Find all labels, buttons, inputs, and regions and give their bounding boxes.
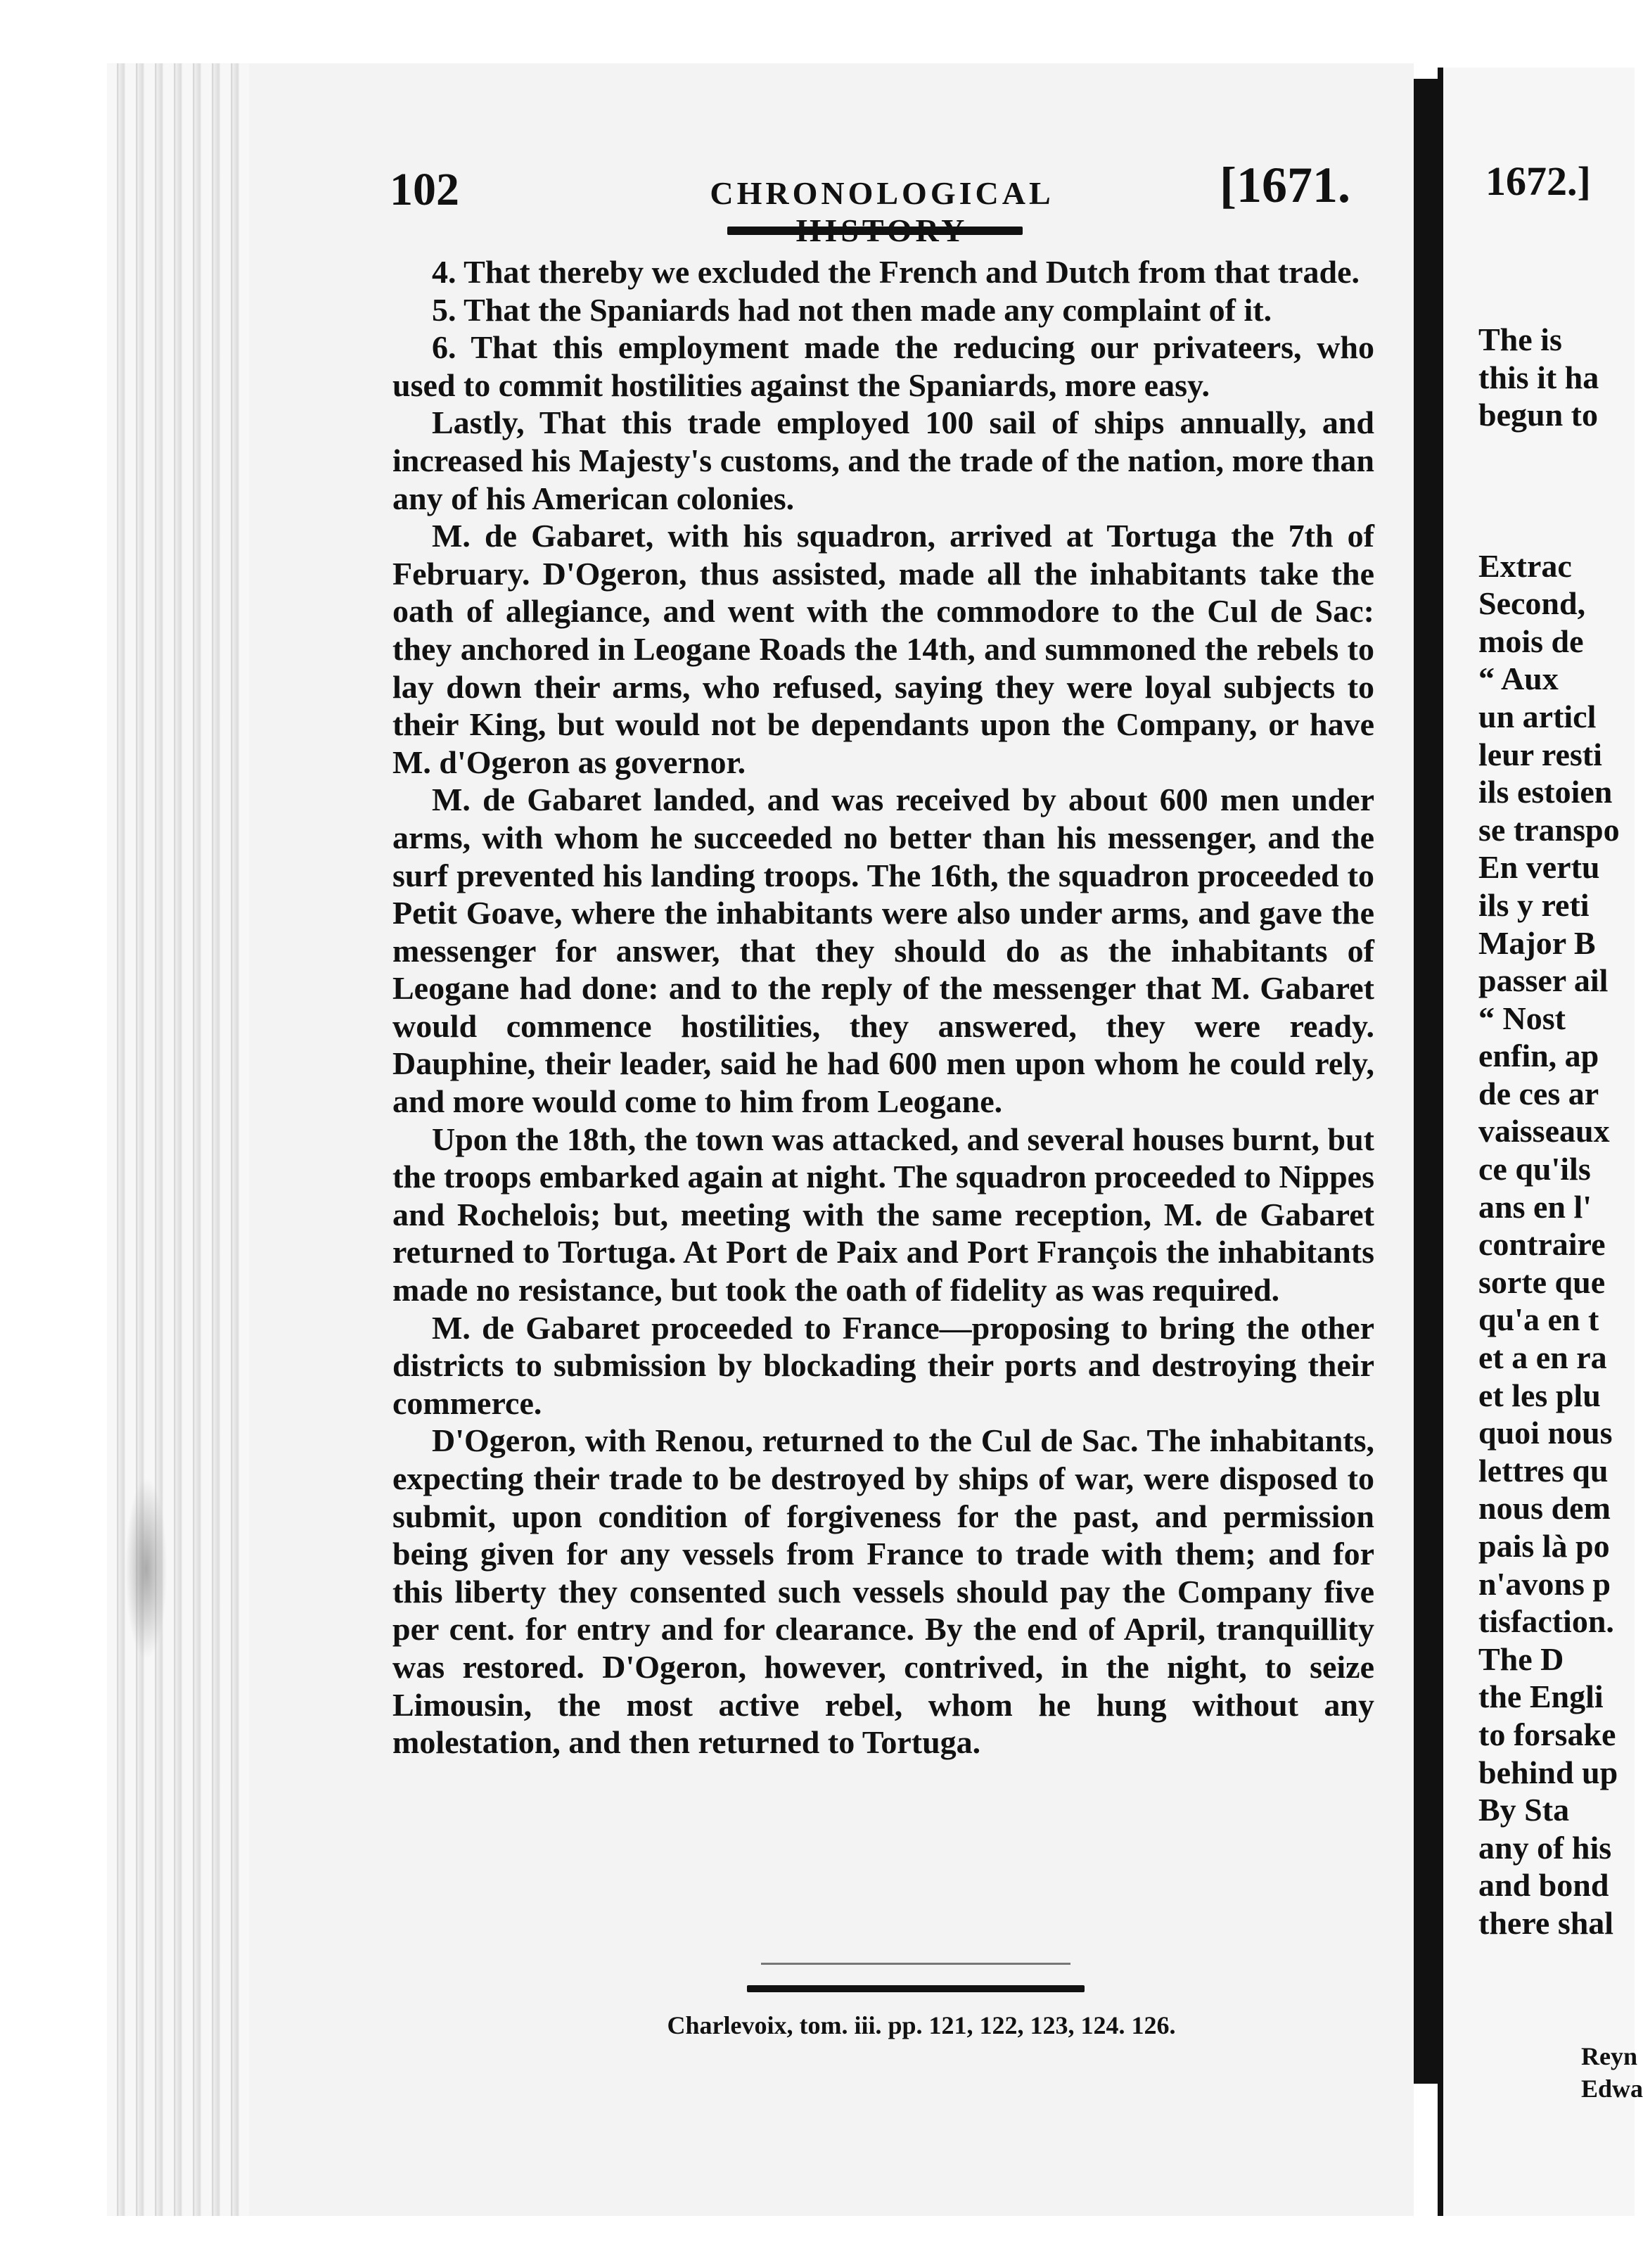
next-page-line	[1478, 434, 1620, 472]
next-page-line: enfin, ap	[1478, 1038, 1599, 1074]
next-page-line: this it ha	[1478, 359, 1599, 395]
paragraph: 4. That thereby we excluded the French and Dutch from that trade.	[432, 254, 1360, 290]
next-page-line: ils estoien	[1478, 774, 1613, 810]
next-page-line: sorte que	[1478, 1263, 1606, 1300]
next-page-line: ce qu'ils	[1478, 1151, 1591, 1187]
next-page-line: contraire	[1478, 1226, 1606, 1263]
next-page-line: et les plu	[1478, 1377, 1601, 1413]
next-page-line: mois de	[1478, 623, 1584, 659]
next-page-line: qu'a en t	[1478, 1301, 1599, 1338]
next-page-line: pais là po	[1478, 1528, 1610, 1564]
next-page-citation	[1581, 2040, 1643, 2105]
next-page-line: Extrac	[1478, 547, 1572, 584]
next-page-line: lettres qu	[1478, 1452, 1609, 1489]
next-page-line: tisfaction.	[1478, 1603, 1614, 1640]
next-page	[1438, 68, 1643, 2216]
next-page-line: se transpo	[1478, 811, 1620, 848]
next-page-line: The is	[1478, 321, 1562, 357]
next-page-line: “ Aux	[1478, 661, 1559, 697]
next-page-line: and bond	[1478, 1867, 1609, 1904]
header-rule	[727, 227, 1023, 235]
next-page-line: leur resti	[1478, 736, 1602, 772]
next-page-line: the Engli	[1478, 1678, 1604, 1715]
paragraph: Lastly, That this trade employed 100 sail of ships annually, and increased his Majesty's customs, and the trade of the nation, more than any of his American colonies.	[392, 404, 1374, 516]
page-year: [1671.	[1220, 157, 1350, 213]
next-page-line	[1478, 471, 1620, 509]
next-page-cite-line: Reyn	[1581, 2042, 1637, 2070]
next-page-line: passer ail	[1478, 962, 1609, 999]
footnote-thin-rule	[761, 1963, 1070, 1965]
footnote-rule	[747, 1985, 1085, 1992]
next-page-year: 1672.]	[1485, 158, 1591, 204]
footnote-citation: Charlevoix, tom. iii. pp. 121, 122, 123, 124. 126.	[667, 2011, 1176, 2039]
book-gutter	[1414, 79, 1438, 2070]
next-page-line: there shal	[1478, 1904, 1614, 1941]
page-smudge	[125, 1477, 167, 1660]
next-page-line: En vertu	[1478, 849, 1600, 886]
next-page-line: to forsake	[1478, 1716, 1616, 1752]
next-page-line: By Sta	[1478, 1792, 1570, 1828]
next-page-line: Major B	[1478, 924, 1596, 961]
paragraph: 5. That the Spaniards had not then made any complaint of it.	[432, 291, 1272, 328]
next-page-line: begun to	[1478, 397, 1598, 433]
next-page-line: quoi nous	[1478, 1415, 1613, 1451]
next-page-line: any of his	[1478, 1829, 1612, 1866]
next-page-line: nous dem	[1478, 1490, 1611, 1527]
next-page-line: vaisseaux	[1478, 1113, 1610, 1149]
next-page-line: behind up	[1478, 1754, 1618, 1790]
next-page-line: The D	[1478, 1641, 1564, 1677]
running-title: CHRONOLOGICAL	[710, 175, 1054, 211]
next-page-line: de ces ar	[1478, 1075, 1599, 1111]
page-number: 102	[390, 164, 459, 215]
next-page-cite-line: Edwa	[1581, 2075, 1643, 2103]
next-page-line: ils y reti	[1478, 886, 1590, 923]
page-body	[392, 253, 1374, 1761]
next-page-line	[1478, 509, 1620, 547]
next-page-line: et a en ra	[1478, 1339, 1607, 1376]
paragraph: M. de Gabaret proceeded to France—proposing to bring the other districts to submission by blockading their ports and destroying their commerce.	[392, 1309, 1374, 1421]
next-page-line: n'avons p	[1478, 1565, 1611, 1602]
next-page-text	[1478, 321, 1620, 1942]
paragraph: M. de Gabaret, with his squadron, arrived at Tortuga the 7th of February. D'Ogeron, thus assisted, made all the inhabitants take the oath of allegiance, and went with the commodore to the Cul de Sac: they anchored in Leogane Roads the 14th, and summoned the rebels to lay down their arms, who refused, saying they were loyal subjects to their King, but would not be dependants upon the Company, or have M. d'Ogeron as governor.	[392, 518, 1374, 780]
paragraph: 6. That this employment made the reducing our privateers, who used to commit hostilities against the Spaniards, more easy.	[392, 329, 1374, 403]
paragraph: Upon the 18th, the town was attacked, and several houses burnt, but the troops embarked again at night. The squadron proceeded to Nippes and Rochelois; but, meeting with the same reception, M. de Gabaret returned to Tortuga. At Port de Paix and Port François the inhabitants made no resistance, but took the oath of fidelity as was required.	[392, 1121, 1374, 1308]
next-page-line: un articl	[1478, 698, 1597, 734]
next-page-line: Second,	[1478, 585, 1586, 622]
paragraph: M. de Gabaret landed, and was received by about 600 men under arms, with whom he succeeded no better than his messenger, and the surf prevented his landing troops. The 16th, the squadron proceeded to Petit Goave, where the inhabitants were also under arms, and gave the messenger for answer, that they should do as the inhabitants of Leogane had done: and to the reply of the messenger that M. Gabaret would commence hostilities, they answered, they were ready. Dauphine, their leader, said he had 600 men upon whom he could rely, and more would come to him from Leogane.	[392, 782, 1374, 1120]
next-page-line: “ Nost	[1478, 1000, 1566, 1036]
next-page-line: ans en l'	[1478, 1188, 1592, 1225]
paragraph: D'Ogeron, with Renou, returned to the Cul de Sac. The inhabitants, expecting their trade to be destroyed by ships of war, were disposed to submit, upon condition of forgiveness for the past, and permission being given for any vessels from France to trade with them; and for this liberty they consented such vessels should pay the Company five per cent. for entry and for clearance. By the end of April, tranquillity was restored. D'Ogeron, however, contrived, in the night, to seize Limousin, the most active rebel, whom he hung without any molestation, and then returned to Tortuga.	[392, 1422, 1374, 1761]
book-page-edges	[107, 63, 249, 2216]
